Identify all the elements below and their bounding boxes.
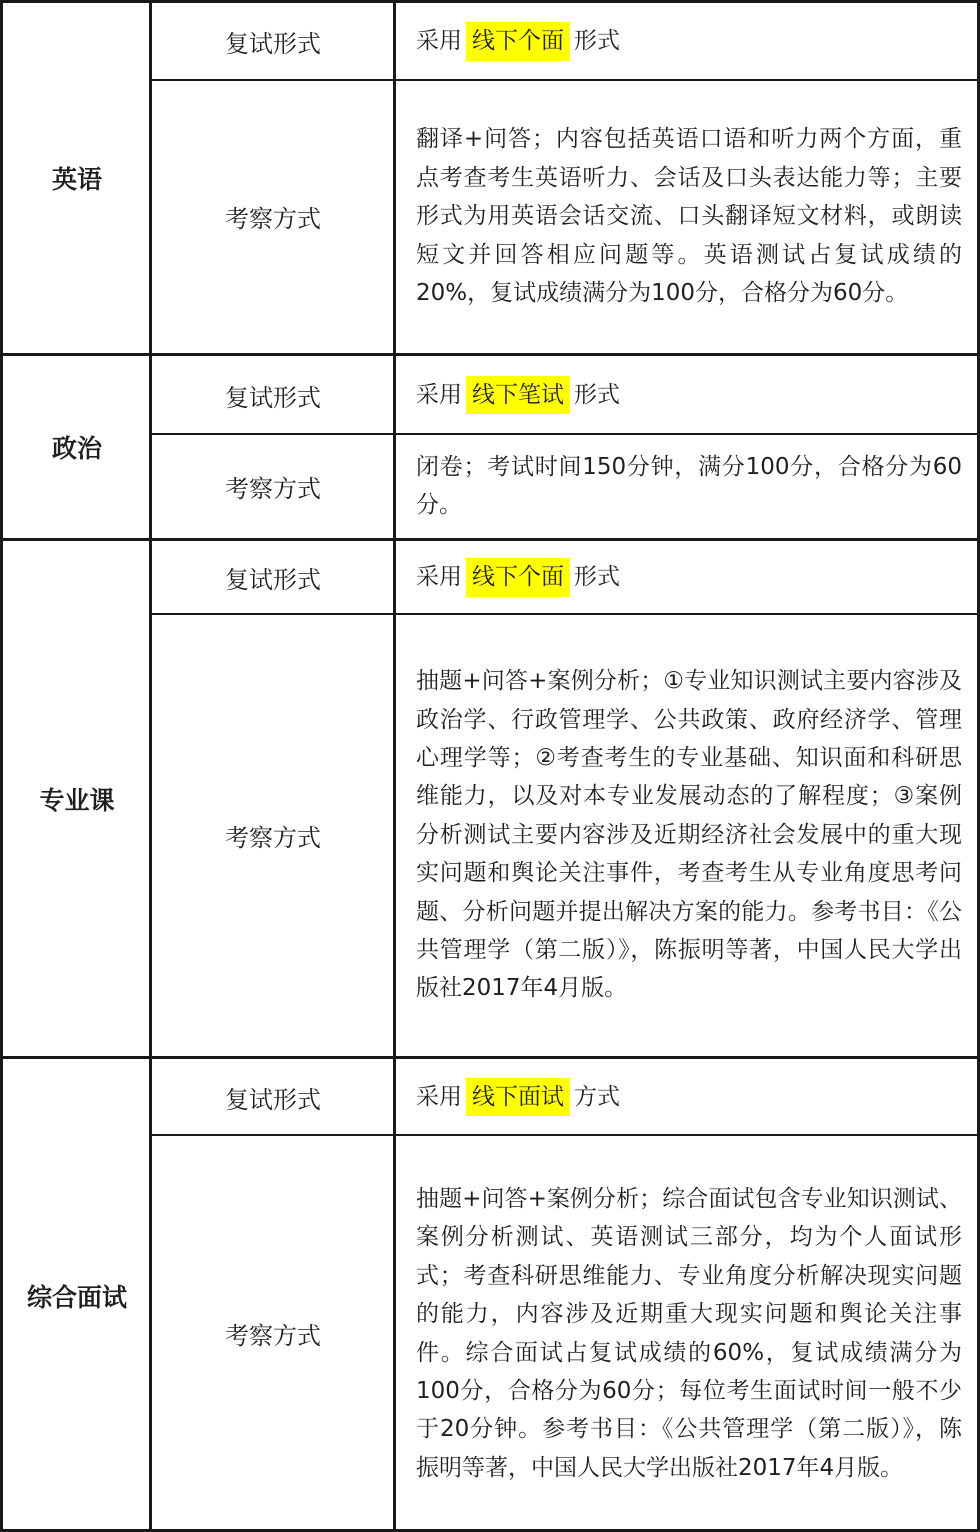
form-value-interview <box>395 1059 980 1135</box>
form-label-interview: 复试形式 <box>225 1085 321 1114</box>
form-suffix: 形式 <box>574 28 620 55</box>
form-prefix: 采用 <box>416 28 462 55</box>
content-paragraph: 翻译+问答；内容包括英语口语和听力两个方面，重点考查考生英语听力、会话及口头表达能力等；主要形式为用英语会话交流、口头翻译短文材料，或朗读短文并回答相应问题等。英语测试占复试成绩的20%，复试成绩满分为100分，合格分为60分。 <box>416 126 962 307</box>
form-value-politics <box>395 356 980 434</box>
form-highlight: 线下面试 <box>466 1078 570 1116</box>
content-label-politics: 考察方式 <box>225 474 321 503</box>
subject-interview: 综合面试 <box>26 1282 127 1312</box>
content-paragraph: 闭卷；考试时间150分钟，满分100分，合格分为60分。 <box>416 453 962 518</box>
row-divider <box>151 79 980 81</box>
content-paragraph: 抽题+问答+案例分析；①专业知识测试主要内容涉及政治学、行政管理学、公共政策、政府经济学、管理心理学等；②考查考生的专业基础、知识面和科研思维能力，以及对本专业发展动态的了解程度；③案例分析测试主要内容涉及近期经济社会发展中的重大现实问题和舆论关注事件，考查考生从专业角度思考问题、分析问题并提出解决方案的能力。参考书目：《公共管理学（第二版）》，陈振明等著，中国人民大学出版社2017年4月版。 <box>416 668 962 1002</box>
form-prefix: 采用 <box>416 381 462 408</box>
content-text-politics <box>395 434 980 538</box>
content-text-english <box>395 80 980 353</box>
form-prefix: 采用 <box>416 564 462 591</box>
content-label-interview: 考察方式 <box>225 1322 321 1350</box>
form-highlight: 线下笔试 <box>466 376 570 414</box>
subject-politics: 政治 <box>51 434 102 463</box>
form-label-politics: 复试形式 <box>225 383 321 412</box>
content-paragraph: 抽题+问答+案例分析；综合面试包含专业知识测试、案例分析测试、英语测试三部分，均为个人面试形式；考查科研思维能力、专业角度分析解决现实问题的能力，内容涉及近期重大现实问题和舆论关注事件。综合面试占复试成绩的60%，复试成绩满分为100分，合格分为60分；每位考生面试时间一般不少于20分钟。参考书目：《公共管理学（第二版）》，陈振明等著，中国人民大学出版社2017年4月版。 <box>416 1185 962 1481</box>
subject-major: 专业课 <box>39 785 115 815</box>
column-divider <box>149 3 152 1532</box>
content-text-interview <box>395 1135 980 1532</box>
form-prefix: 采用 <box>416 1083 462 1110</box>
form-value-english <box>395 3 980 80</box>
form-label-major: 复试形式 <box>225 566 321 594</box>
content-label-english: 考察方式 <box>225 205 321 233</box>
section-divider <box>3 1056 980 1059</box>
row-divider <box>151 433 980 435</box>
content-text-major <box>395 614 980 1056</box>
row-divider <box>151 1134 980 1136</box>
form-suffix: 形式 <box>574 564 620 591</box>
row-divider <box>151 613 980 615</box>
form-suffix: 形式 <box>574 381 620 408</box>
subject-english: 英语 <box>51 165 102 194</box>
form-highlight: 线下个面 <box>466 22 570 60</box>
form-highlight: 线下个面 <box>466 558 570 596</box>
content-label-major: 考察方式 <box>225 823 321 852</box>
form-label-english: 复试形式 <box>225 30 321 58</box>
section-divider <box>3 353 980 356</box>
section-divider <box>3 538 980 541</box>
form-value-major <box>395 541 980 614</box>
column-divider <box>393 3 396 1532</box>
form-suffix: 方式 <box>574 1083 620 1110</box>
